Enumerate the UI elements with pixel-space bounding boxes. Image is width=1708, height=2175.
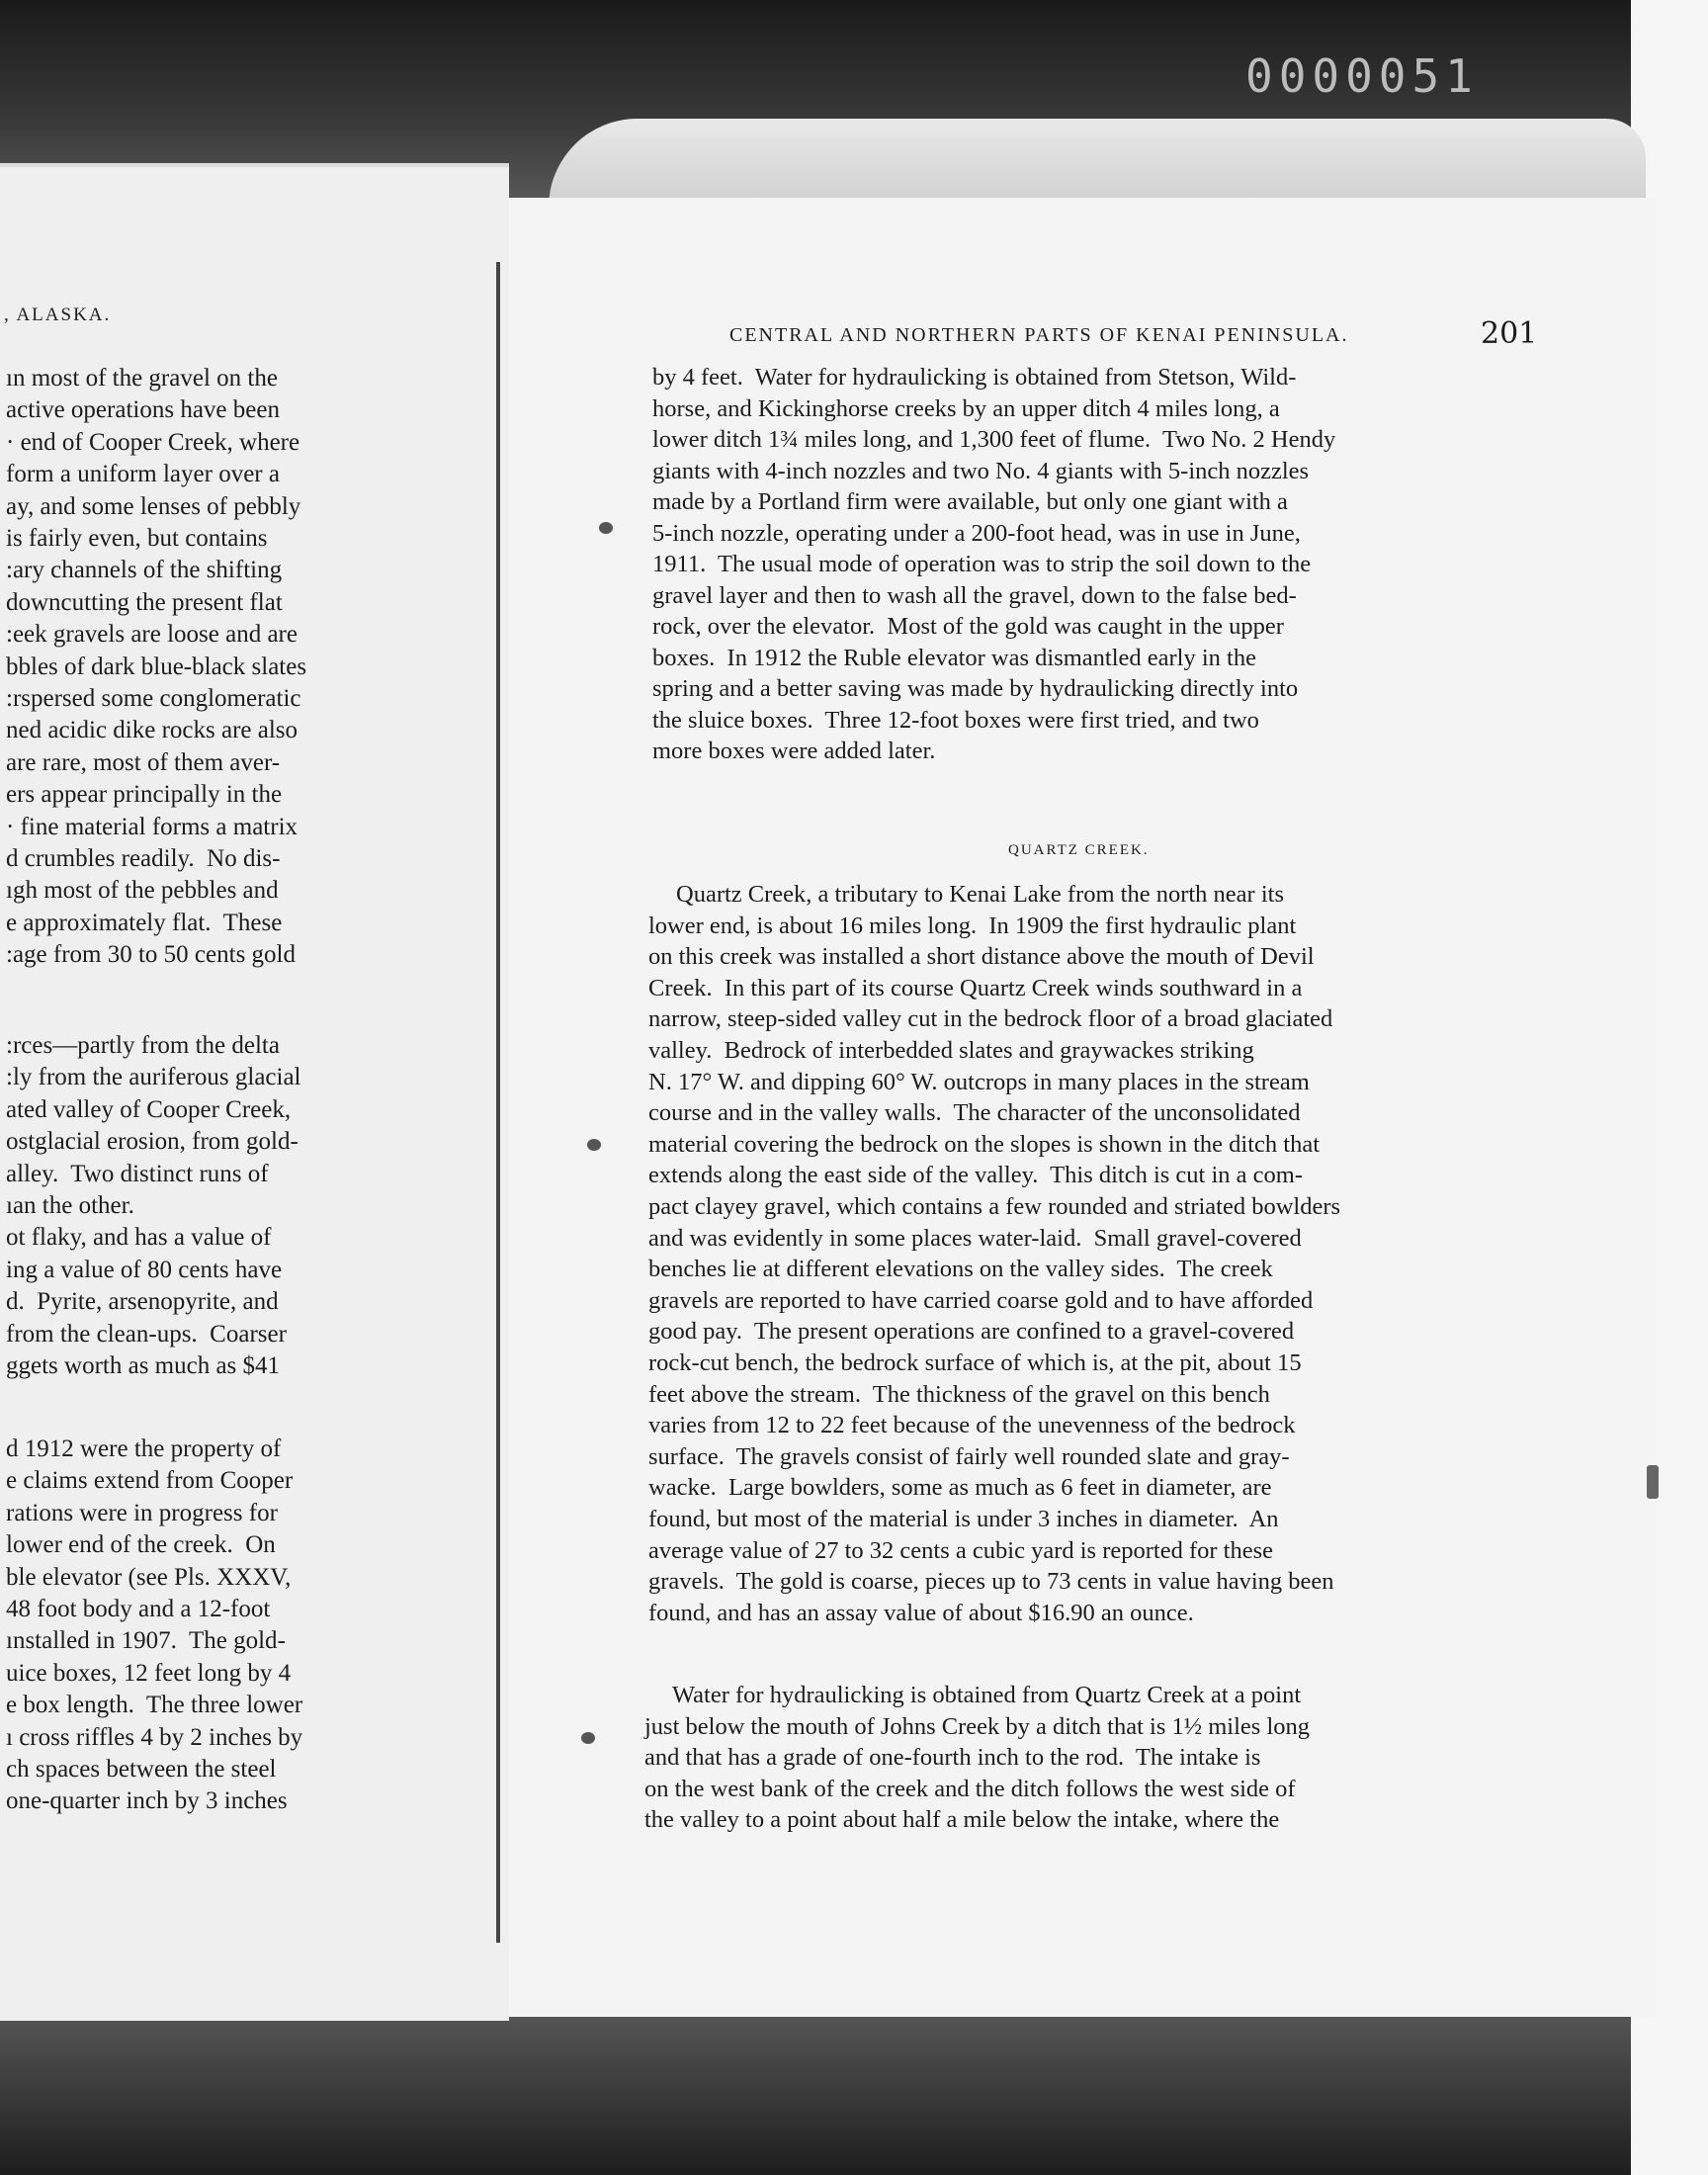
text-line: course and in the valley walls. The character of the unconsolidated bbox=[648, 1099, 1301, 1127]
text-line: ıan the other. bbox=[6, 1192, 134, 1219]
text-line: ing a value of 80 cents have bbox=[6, 1256, 283, 1283]
text-line: gravel layer and then to wash all the gravel, down to the false bed- bbox=[652, 581, 1297, 609]
text-line: on the west bank of the creek and the ditch follows the west side of bbox=[644, 1775, 1296, 1802]
text-line: Water for hydraulicking is obtained from Quartz Creek at a point bbox=[672, 1682, 1302, 1708]
text-line: uice boxes, 12 feet long by 4 bbox=[6, 1659, 292, 1687]
text-line: narrow, steep-sided valley cut in the bedrock floor of a broad glaciated bbox=[648, 1005, 1333, 1033]
text-line: more boxes were added later. bbox=[652, 738, 936, 764]
text-line: rock, over the elevator. Most of the gold was caught in the upper bbox=[652, 613, 1284, 640]
ink-blot bbox=[581, 1732, 595, 1744]
text-line: alley. Two distinct runs of bbox=[6, 1160, 269, 1187]
ink-blot bbox=[587, 1139, 601, 1151]
text-line: ble elevator (see Pls. XXXV, bbox=[6, 1563, 292, 1591]
text-line: ch spaces between the steel bbox=[6, 1756, 277, 1783]
text-line: · fine material forms a matrix bbox=[6, 813, 299, 840]
text-line: :age from 30 to 50 cents gold bbox=[6, 941, 296, 969]
page-number: 201 bbox=[1481, 316, 1538, 351]
section-heading: QUARTZ CREEK. bbox=[1008, 842, 1150, 858]
scan-background-bottom bbox=[0, 2007, 1708, 2175]
text-line: :ly from the auriferous glacial bbox=[6, 1064, 301, 1091]
text-line: just below the mouth of Johns Creek by a ditch that is 1½ miles long bbox=[644, 1712, 1310, 1740]
text-line: spring and a better saving was made by hydraulicking directly into bbox=[652, 675, 1299, 702]
text-line: d crumbles readily. No dis- bbox=[6, 845, 281, 872]
binding-gutter bbox=[496, 262, 500, 1943]
text-line: ned acidic dike rocks are also bbox=[6, 717, 299, 744]
text-line: lower end, is about 16 miles long. In 1909 the first hydraulic plant bbox=[648, 912, 1297, 939]
text-line: varies from 12 to 22 feet because of the unevenness of the bedrock bbox=[648, 1412, 1296, 1439]
text-line: lower ditch 1¾ miles long, and 1,300 feet of flume. Two No. 2 Hendy bbox=[652, 426, 1336, 453]
text-line: ay, and some lenses of pebbly bbox=[6, 492, 301, 520]
text-line: average value of 27 to 32 cents a cubic yard is reported for these bbox=[648, 1536, 1273, 1564]
text-line: ınstalled in 1907. The gold- bbox=[6, 1627, 286, 1655]
archive-stamp: 0000051 bbox=[1245, 49, 1479, 103]
text-line: feet above the stream. The thickness of the gravel on this bench bbox=[648, 1380, 1270, 1408]
text-line: ıgh most of the pebbles and bbox=[6, 877, 279, 905]
text-line: d 1912 were the property of bbox=[6, 1436, 282, 1462]
text-line: and was evidently in some places water-laid. Small gravel-covered bbox=[648, 1224, 1302, 1252]
text-line: giants with 4-inch nozzles and two No. 4 giants with 5-inch nozzles bbox=[652, 457, 1310, 484]
text-line: are rare, most of them aver- bbox=[6, 748, 281, 776]
text-line: :rspersed some conglomeratic bbox=[6, 685, 301, 712]
text-line: surface. The gravels consist of fairly well rounded slate and gray- bbox=[648, 1442, 1290, 1470]
text-line: · end of Cooper Creek, where bbox=[6, 428, 300, 456]
text-line: from the clean-ups. Coarser bbox=[6, 1320, 287, 1348]
text-line: e approximately flat. These bbox=[6, 909, 283, 936]
text-line: found, but most of the material is under 3 inches in diameter. An bbox=[648, 1506, 1279, 1532]
running-head: CENTRAL AND NORTHERN PARTS OF KENAI PENINSULA. bbox=[729, 324, 1349, 346]
text-line: on this creek was installed a short distance above the mouth of Devil bbox=[648, 943, 1315, 971]
text-line: found, and has an assay value of about $16.90 an ounce. bbox=[648, 1599, 1194, 1626]
text-line: gravels. The gold is coarse, pieces up to 73 cents in value having been bbox=[648, 1568, 1334, 1596]
text-line: d. Pyrite, arsenopyrite, and bbox=[6, 1288, 279, 1316]
text-line: ı cross riffles 4 by 2 inches by bbox=[6, 1723, 303, 1751]
text-line: the sluice boxes. Three 12-foot boxes were first tried, and two bbox=[652, 706, 1259, 734]
text-line: Quartz Creek, a tributary to Kenai Lake from the north near its bbox=[676, 881, 1284, 908]
text-line: material covering the bedrock on the slopes is shown in the ditch that bbox=[648, 1130, 1321, 1158]
text-line: 1911. The usual mode of operation was to strip the soil down to the bbox=[652, 551, 1312, 577]
text-line: ggets worth as much as $41 bbox=[6, 1352, 281, 1379]
text-line: one-quarter inch by 3 inches bbox=[6, 1787, 288, 1815]
text-line: benches lie at different elevations on the valley sides. The creek bbox=[648, 1256, 1273, 1283]
text-line: Creek. In this part of its course Quartz Creek winds southward in a bbox=[648, 974, 1303, 1001]
text-line: e box length. The three lower bbox=[6, 1692, 303, 1719]
text-line: active operations have been bbox=[6, 396, 280, 424]
text-line: lower end of the creek. On bbox=[6, 1531, 276, 1559]
text-line: N. 17° W. and dipping 60° W. outcrops in many places in the stream bbox=[648, 1068, 1310, 1095]
text-line: and that has a grade of one-fourth inch to the rod. The intake is bbox=[644, 1744, 1261, 1772]
text-line: :rces—partly from the delta bbox=[6, 1032, 280, 1059]
text-line: :ary channels of the shifting bbox=[6, 557, 283, 584]
text-line: rock-cut bench, the bedrock surface of which is, at the pit, about 15 bbox=[648, 1349, 1302, 1376]
text-line: 5-inch nozzle, operating under a 200-foot head, was in use in June, bbox=[652, 519, 1301, 547]
text-line: ostglacial erosion, from gold- bbox=[6, 1128, 299, 1156]
text-line: form a uniform layer over a bbox=[6, 461, 280, 488]
text-line: extends along the east side of the valley. This ditch is cut in a com- bbox=[648, 1162, 1304, 1189]
text-line: good pay. The present operations are confined to a gravel-covered bbox=[648, 1318, 1295, 1346]
ink-blot bbox=[599, 522, 613, 534]
text-line: bbles of dark blue-black slates bbox=[6, 652, 307, 680]
text-line: valley. Bedrock of interbedded slates and graywackes striking bbox=[648, 1037, 1254, 1064]
text-line: 48 foot body and a 12-foot bbox=[6, 1596, 271, 1622]
text-line: gravels are reported to have carried coarse gold and to have afforded bbox=[648, 1286, 1314, 1314]
text-line: rations were in progress for bbox=[6, 1499, 278, 1526]
text-line: downcutting the present flat bbox=[6, 588, 283, 616]
text-line: boxes. In 1912 the Ruble elevator was dismantled early in the bbox=[652, 644, 1256, 671]
text-line: made by a Portland firm were available, but only one giant with a bbox=[652, 488, 1288, 515]
text-line: ın most of the gravel on the bbox=[6, 365, 278, 392]
text-line: wacke. Large bowlders, some as much as 6 feet in diameter, are bbox=[648, 1474, 1272, 1502]
text-line: horse, and Kickinghorse creeks by an upper ditch 4 miles long, a bbox=[652, 394, 1280, 422]
ink-blot bbox=[1647, 1465, 1659, 1499]
text-line: ot flaky, and has a value of bbox=[6, 1224, 272, 1252]
text-line: ers appear principally in the bbox=[6, 781, 283, 809]
text-line: the valley to a point about half a mile below the intake, where the bbox=[644, 1806, 1280, 1834]
left-running-head: , ALASKA. bbox=[4, 304, 112, 325]
text-line: e claims extend from Cooper bbox=[6, 1467, 294, 1495]
text-line: is fairly even, but contains bbox=[6, 525, 268, 552]
text-line: ated valley of Cooper Creek, bbox=[6, 1095, 292, 1123]
text-line: by 4 feet. Water for hydraulicking is obtained from Stetson, Wild- bbox=[652, 364, 1297, 391]
text-line: pact clayey gravel, which contains a few rounded and striated bowlders bbox=[648, 1193, 1341, 1220]
text-line: :eek gravels are loose and are bbox=[6, 621, 298, 649]
